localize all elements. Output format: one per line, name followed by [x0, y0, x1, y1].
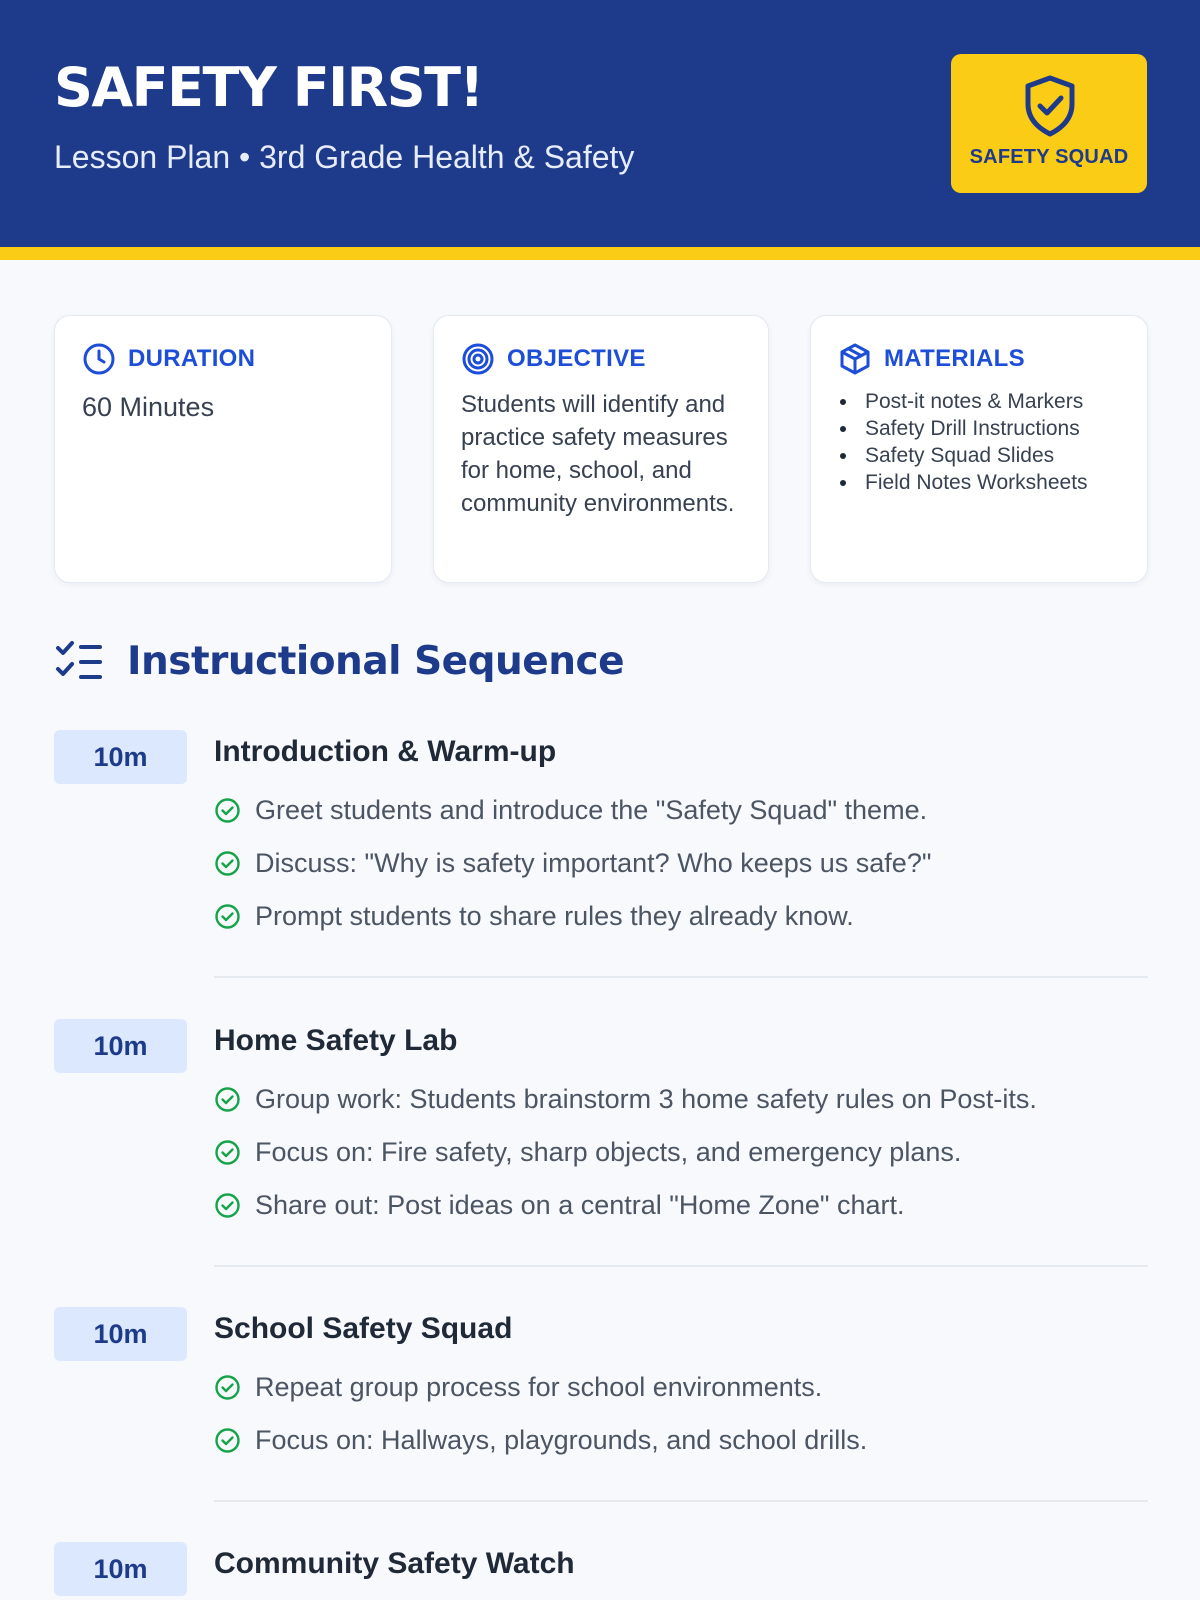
step-item-text: Share out: Post ideas on a central "Home Zone" chart. [255, 1190, 905, 1220]
materials-item: Post-it notes & Markers [838, 388, 1088, 415]
duration-card [54, 315, 392, 583]
step-item [214, 1179, 1037, 1232]
check-circle-icon [214, 1427, 241, 1454]
materials-item: Safety Squad Slides [838, 442, 1088, 469]
step-item [214, 1073, 1037, 1126]
check-circle-icon [214, 797, 241, 824]
duration-value: 60 Minutes [82, 392, 215, 422]
step-item-text: Focus on: Fire safety, sharp objects, and emergency plans. [255, 1137, 962, 1167]
header-accent-stripe [0, 247, 1200, 260]
step-item-text: Focus on: Hallways, playgrounds, and school drills. [255, 1425, 868, 1455]
materials-item: Field Notes Worksheets [838, 469, 1088, 496]
materials-item: Safety Drill Instructions [838, 415, 1088, 442]
duration-title: DURATION [128, 345, 256, 372]
time-badge: 10m [54, 1542, 187, 1596]
step-title: Home Safety Lab [214, 1024, 458, 1057]
step-title: Community Safety Watch [214, 1547, 575, 1580]
step-item [214, 1361, 867, 1414]
step-item-text: Greet students and introduce the "Safety Squad" theme. [255, 795, 928, 825]
objective-card [433, 315, 769, 583]
step-item-text: Prompt students to share rules they already know. [255, 901, 854, 931]
check-circle-icon [214, 1192, 241, 1219]
badge-label: SAFETY SQUAD [969, 146, 1129, 168]
step-item-text: Repeat group process for school environments. [255, 1372, 823, 1402]
time-badge: 10m [54, 1019, 187, 1073]
step-item [214, 837, 931, 890]
page-subtitle: Lesson Plan • 3rd Grade Health & Safety [54, 139, 635, 175]
section-title: Instructional Sequence [127, 639, 625, 684]
objective-title: OBJECTIVE [507, 345, 646, 372]
check-circle-icon [214, 903, 241, 930]
divider [214, 1265, 1148, 1267]
divider [214, 1500, 1148, 1502]
box-icon [838, 342, 872, 376]
step-title: Introduction & Warm-up [214, 735, 557, 768]
page-title: SAFETY FIRST! [54, 56, 483, 119]
objective-text: Students will identify and practice safety measures for home, school, and community environments. [461, 391, 735, 517]
check-circle-icon [214, 1139, 241, 1166]
clock-icon [82, 342, 116, 376]
page-header [0, 0, 1200, 247]
safety-squad-badge [951, 54, 1147, 193]
materials-card [810, 315, 1148, 583]
step-item [214, 1126, 1037, 1179]
shield-check-icon [1023, 74, 1077, 138]
materials-title: MATERIALS [884, 345, 1025, 372]
check-circle-icon [214, 1374, 241, 1401]
divider [214, 976, 1148, 978]
materials-list [838, 388, 1088, 496]
step-item [214, 784, 931, 837]
step-title: School Safety Squad [214, 1312, 513, 1345]
check-circle-icon [214, 1086, 241, 1113]
step-item-text: Discuss: "Why is safety important? Who keeps us safe?" [255, 848, 932, 878]
step-item-text: Group work: Students brainstorm 3 home safety rules on Post-its. [255, 1084, 1037, 1114]
target-icon [461, 342, 495, 376]
checklist-icon [54, 640, 104, 684]
check-circle-icon [214, 850, 241, 877]
step-item [214, 890, 931, 943]
time-badge: 10m [54, 1307, 187, 1361]
step-item [214, 1414, 867, 1467]
time-badge: 10m [54, 730, 187, 784]
